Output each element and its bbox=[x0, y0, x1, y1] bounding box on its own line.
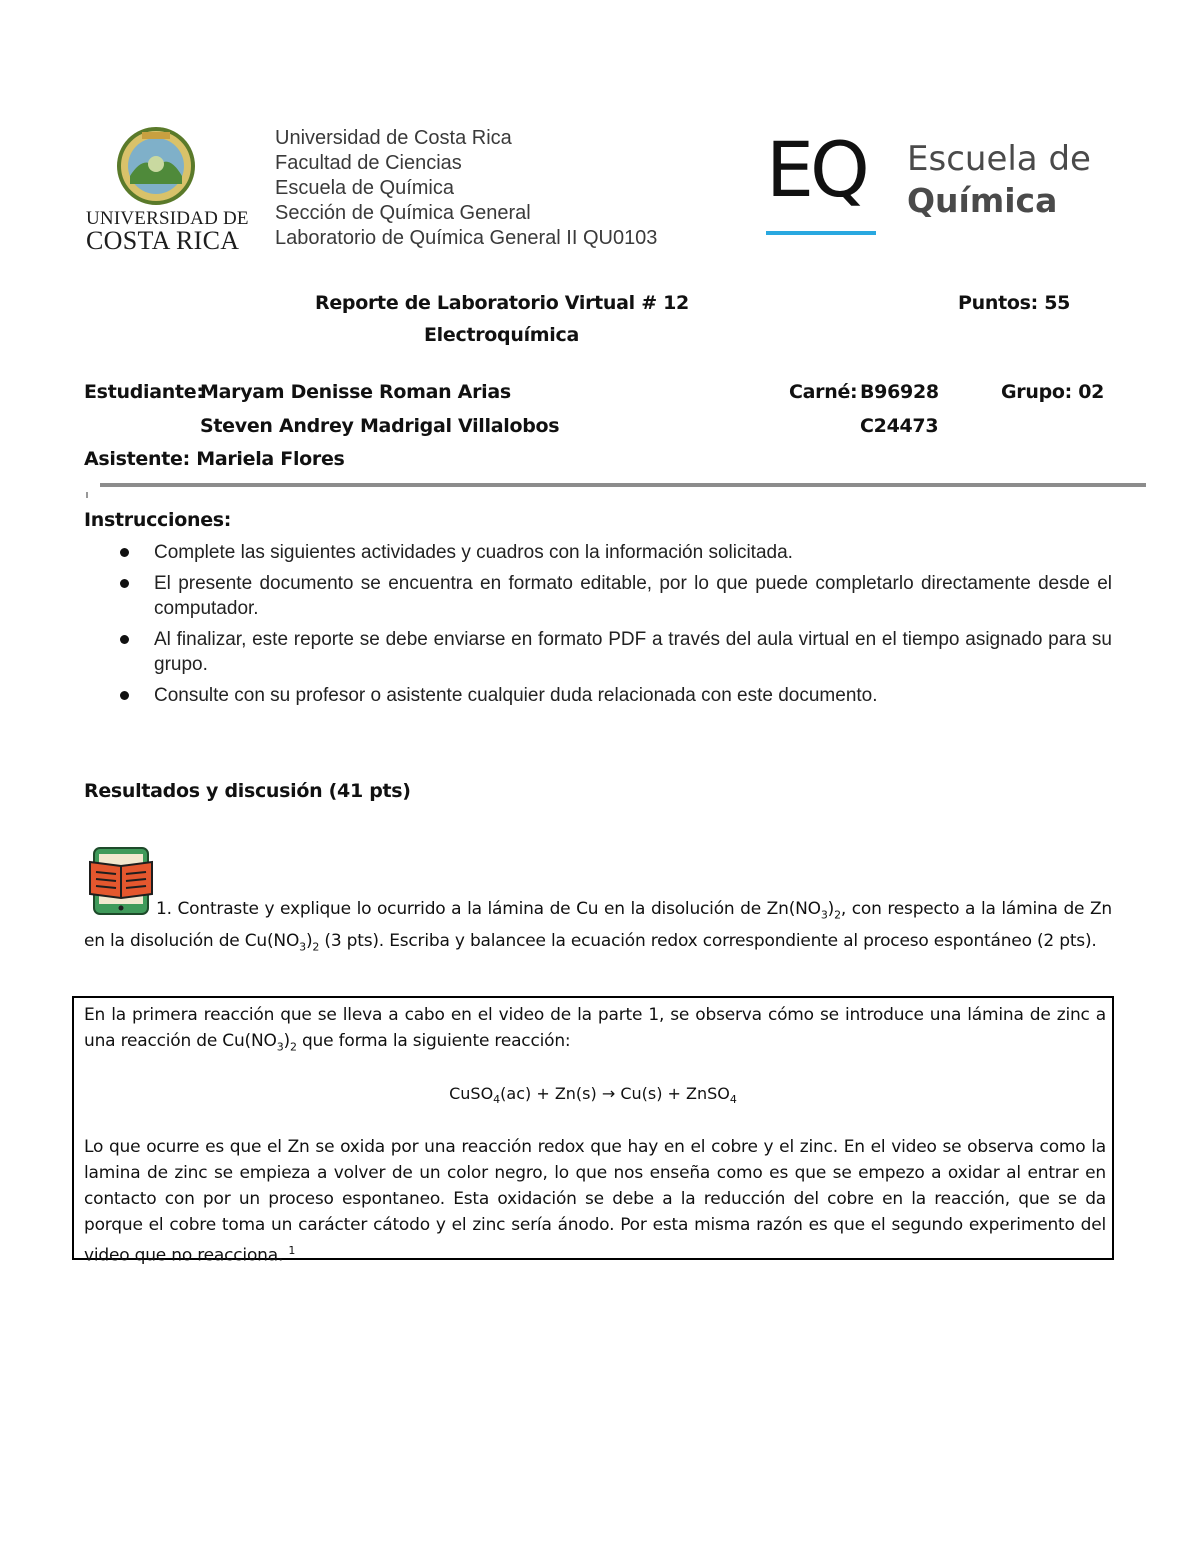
results-heading: Resultados y discusión (41 pts) bbox=[84, 780, 411, 802]
ucr-logo-word-2: COSTA RICA bbox=[86, 226, 240, 255]
bullet-icon bbox=[120, 691, 129, 700]
institution-line: Laboratorio de Química General II QU0103 bbox=[275, 227, 658, 249]
answer-text: ) bbox=[283, 1031, 290, 1051]
answer-box[interactable] bbox=[72, 996, 1114, 1266]
instructions-list bbox=[84, 540, 1112, 714]
eq-logo-line-2: Química bbox=[907, 181, 1058, 220]
report-subtitle: Electroquímica bbox=[424, 324, 579, 346]
report-points: Puntos: 55 bbox=[958, 292, 1071, 314]
student-1-name: Maryam Denisse Roman Arias bbox=[200, 381, 511, 403]
answer-text: En la primera reacción que se lleva a cabo en el video de la parte 1, se observa cómo se introduce una lámina de zinc a una reacción de Cu(NO bbox=[84, 1005, 1106, 1051]
list-item bbox=[84, 627, 1112, 677]
q1-text: ) bbox=[827, 899, 835, 919]
equation-sub: 4 bbox=[493, 1093, 501, 1107]
list-item-text: Complete las siguientes actividades y cuadros con la información solicitada. bbox=[154, 542, 793, 563]
equation-text: (ac) + Zn(s) → Cu(s) + ZnSO bbox=[500, 1084, 730, 1103]
answer-sub: 3 bbox=[276, 1040, 284, 1054]
eq-logo-mark: EQ bbox=[766, 125, 866, 214]
carne-label: Carné: bbox=[789, 381, 858, 403]
list-item-text: Al finalizar, este reporte se debe enviarse en formato PDF a través del aula virtual en el tiempo asignado para su grupo. bbox=[154, 629, 1112, 675]
q1-text: 1. Contraste y explique lo ocurrido a la lámina de Cu en la disolución de Zn(NO bbox=[156, 899, 821, 919]
answer-sub: 2 bbox=[289, 1040, 297, 1054]
carne-2: C24473 bbox=[860, 415, 939, 437]
footnote-marker[interactable]: 1 bbox=[288, 1244, 296, 1257]
answer-body bbox=[84, 1134, 1106, 1269]
answer-body-text: Lo que ocurre es que el Zn se oxida por una reacción redox que hay en el cobre y el zinc. En el video se observa como la lamina de zinc se empieza a volver de un color negro, lo que nos enseña como es que se empezo a oxidar al entrar en contacto con por un proceso espontaneo. Esta oxidación se debe a la reducción del cobre en la reacción, que se da porque el cobre toma un carácter cátodo y el zinc sería ánodo. Por esta misma razón es que el segundo experimento del video que no reacciona. bbox=[84, 1137, 1106, 1266]
report-title: Reporte de Laboratorio Virtual # 12 bbox=[315, 292, 689, 314]
institution-line: Escuela de Química bbox=[275, 177, 454, 199]
student-2-name: Steven Andrey Madrigal Villalobos bbox=[200, 415, 560, 437]
institution-line: Universidad de Costa Rica bbox=[275, 127, 512, 149]
assistant-line: Asistente: Mariela Flores bbox=[84, 448, 345, 470]
q1-sub: 3 bbox=[299, 940, 306, 954]
eq-logo-line-1: Escuela de bbox=[907, 139, 1091, 179]
bullet-icon bbox=[120, 548, 129, 557]
group-label: Grupo: 02 bbox=[1001, 381, 1105, 403]
q1-sub: 3 bbox=[820, 908, 828, 922]
eq-logo-underline bbox=[766, 231, 876, 235]
q1-sub: 2 bbox=[312, 940, 320, 954]
carne-1: B96928 bbox=[860, 381, 939, 403]
answer-text: que forma la siguiente reacción: bbox=[296, 1031, 571, 1051]
redox-equation bbox=[74, 1084, 1112, 1106]
bullet-icon bbox=[120, 635, 129, 644]
rule-tick bbox=[86, 492, 88, 498]
horizontal-rule bbox=[100, 483, 1146, 487]
q1-text: ) bbox=[305, 931, 313, 952]
list-item bbox=[84, 683, 1112, 708]
bullet-icon bbox=[120, 579, 129, 588]
question-1 bbox=[84, 896, 1112, 961]
answer-intro bbox=[84, 1002, 1106, 1060]
equation-sub: 4 bbox=[729, 1093, 737, 1107]
institution-block bbox=[275, 126, 657, 251]
institution-line: Sección de Química General bbox=[275, 202, 531, 224]
list-item-text: Consulte con su profesor o asistente cualquier duda relacionada con este documento. bbox=[154, 685, 878, 706]
q1-text: (3 pts). Escriba y balancee la ecuación redox correspondiente al proceso espontáneo (2 pts). bbox=[319, 931, 1097, 952]
eq-logo-text bbox=[907, 138, 1091, 222]
list-item-text: El presente documento se encuentra en formato editable, por lo que puede completarlo directamente desde el computador. bbox=[154, 573, 1112, 619]
list-item bbox=[84, 571, 1112, 621]
ucr-logo-word-1: UNIVERSIDAD DE bbox=[86, 208, 249, 229]
equation-text: CuSO bbox=[449, 1084, 494, 1103]
q1-text: , con respecto a la lámina de Zn en la disolución de Cu(NO bbox=[84, 899, 1112, 952]
q1-sub: 2 bbox=[834, 908, 841, 922]
list-item bbox=[84, 540, 1112, 565]
institution-line: Facultad de Ciencias bbox=[275, 152, 462, 174]
student-label: Estudiante: bbox=[84, 381, 204, 403]
instructions-heading: Instrucciones: bbox=[84, 509, 232, 531]
